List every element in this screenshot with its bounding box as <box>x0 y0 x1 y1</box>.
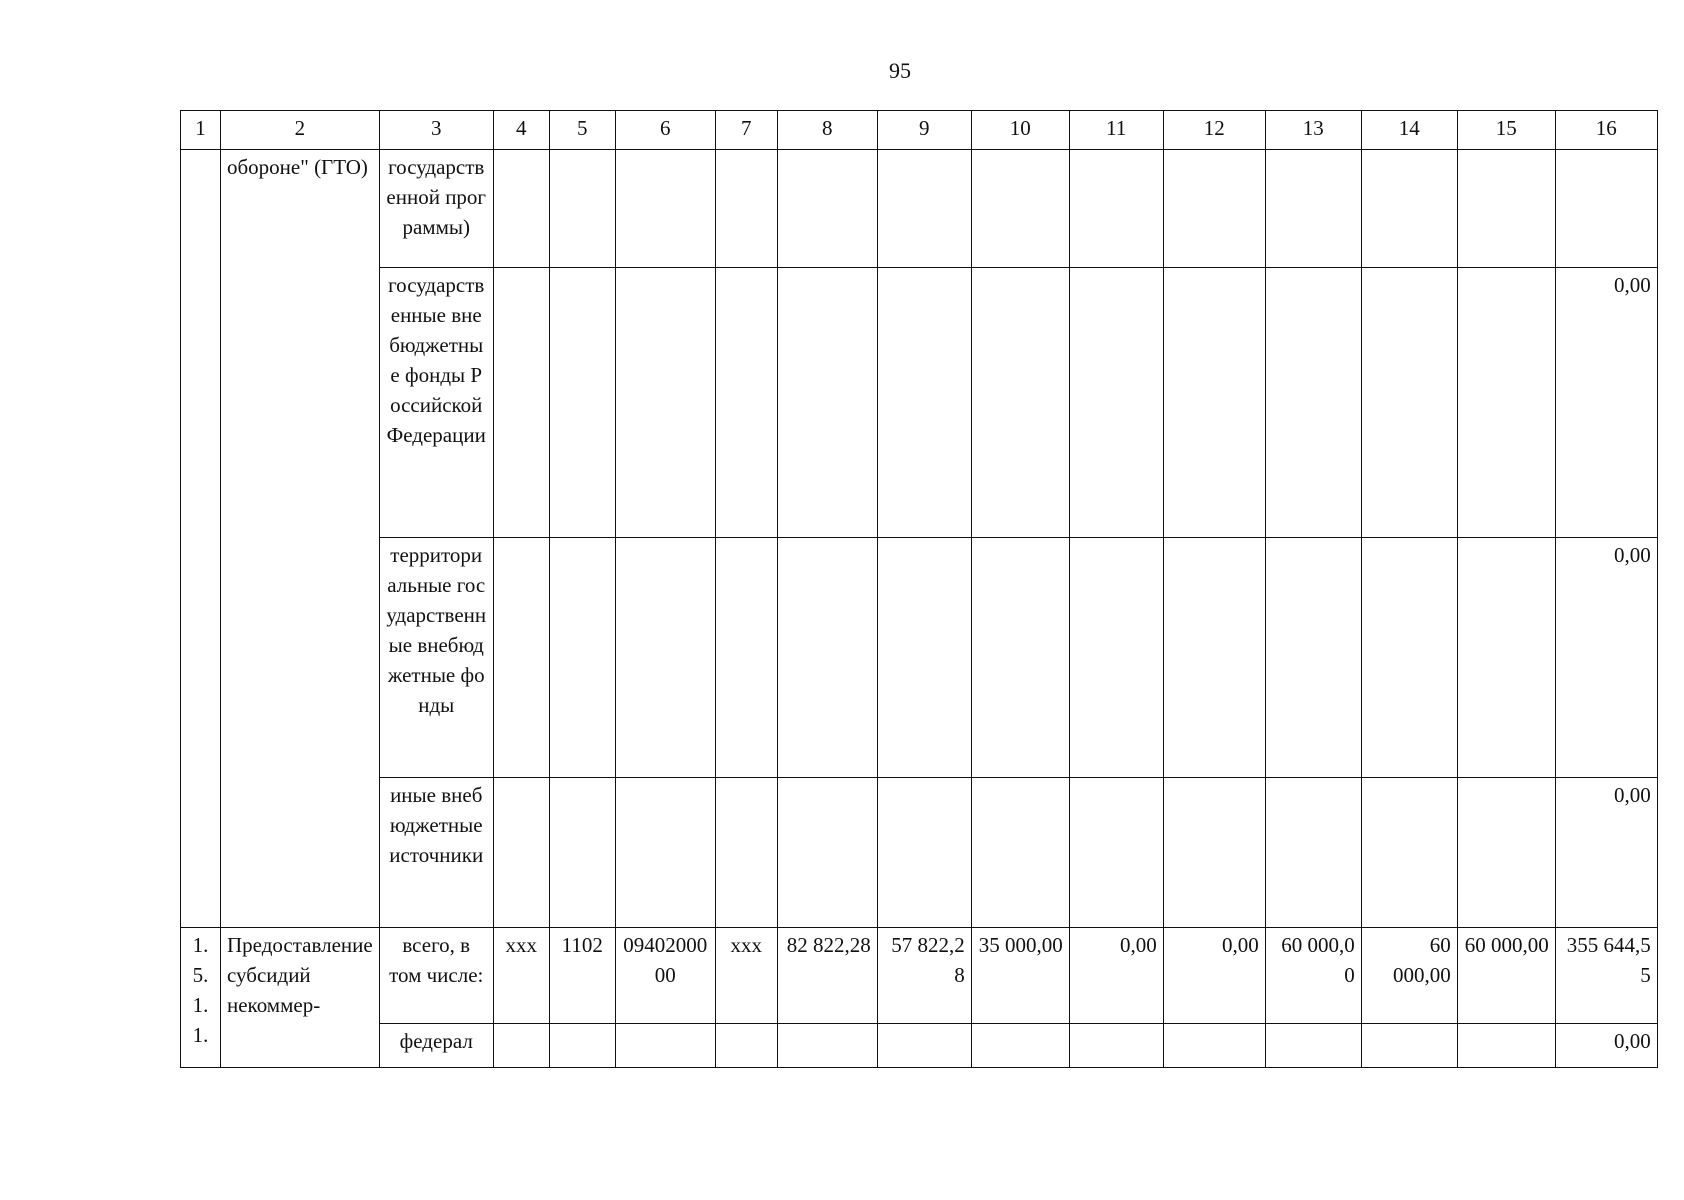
source-cell: федерал <box>379 1024 493 1068</box>
source-cell: территориальные государственные внебюджетные фонды <box>379 538 493 778</box>
header-cell: 5 <box>549 111 615 150</box>
budget-table <box>180 110 1658 1068</box>
header-cell: 3 <box>379 111 493 150</box>
header-cell: 6 <box>615 111 715 150</box>
table-row <box>181 150 1658 268</box>
table-row <box>181 538 1658 778</box>
value-cell: 57 822,28 <box>877 928 971 1024</box>
header-cell: 9 <box>877 111 971 150</box>
event-name-cell: обороне" (ГТО) <box>221 150 380 928</box>
source-cell: государственной программы) <box>379 150 493 268</box>
header-row <box>181 111 1658 150</box>
header-cell: 14 <box>1361 111 1457 150</box>
value-cell: 60 000,00 <box>1457 928 1555 1024</box>
table-row <box>181 928 1658 1024</box>
header-cell: 10 <box>971 111 1069 150</box>
value-cell: 60 000,00 <box>1265 928 1361 1024</box>
value-cell: 82 822,28 <box>777 928 877 1024</box>
table-row <box>181 778 1658 928</box>
header-cell: 8 <box>777 111 877 150</box>
row-number-cell: 1.5.1.1. <box>181 928 221 1068</box>
value-cell: 60 000,00 <box>1361 928 1457 1024</box>
value-cell: 35 000,00 <box>971 928 1069 1024</box>
event-name-cell: Предоставление субсидий некоммер- <box>221 928 380 1068</box>
value-cell: 0,00 <box>1163 928 1265 1024</box>
value-cell: 0940200000 <box>615 928 715 1024</box>
table-row <box>181 268 1658 538</box>
header-cell: 11 <box>1069 111 1163 150</box>
header-cell: 4 <box>493 111 549 150</box>
header-cell: 7 <box>715 111 777 150</box>
header-cell: 13 <box>1265 111 1361 150</box>
total-cell: 0,00 <box>1555 778 1657 928</box>
row-number-cell <box>181 150 221 928</box>
source-cell: государственные внебюджетные фонды Российской Федерации <box>379 268 493 538</box>
source-cell: всего, в том числе: <box>379 928 493 1024</box>
value-cell: xxx <box>493 928 549 1024</box>
total-cell: 0,00 <box>1555 538 1657 778</box>
value-cell: 1102 <box>549 928 615 1024</box>
value-cell: xxx <box>715 928 777 1024</box>
header-cell: 2 <box>221 111 380 150</box>
page-number: 95 <box>889 58 911 83</box>
header-cell: 16 <box>1555 111 1657 150</box>
value-cell: 0,00 <box>1069 928 1163 1024</box>
total-cell: 0,00 <box>1555 1024 1657 1068</box>
header-cell: 1 <box>181 111 221 150</box>
table-row <box>181 1024 1658 1068</box>
value-cell: 355 644,55 <box>1555 928 1657 1024</box>
header-cell: 15 <box>1457 111 1555 150</box>
source-cell: иные внебюджетные источники <box>379 778 493 928</box>
total-cell: 0,00 <box>1555 268 1657 538</box>
total-cell <box>1555 150 1657 268</box>
header-cell: 12 <box>1163 111 1265 150</box>
